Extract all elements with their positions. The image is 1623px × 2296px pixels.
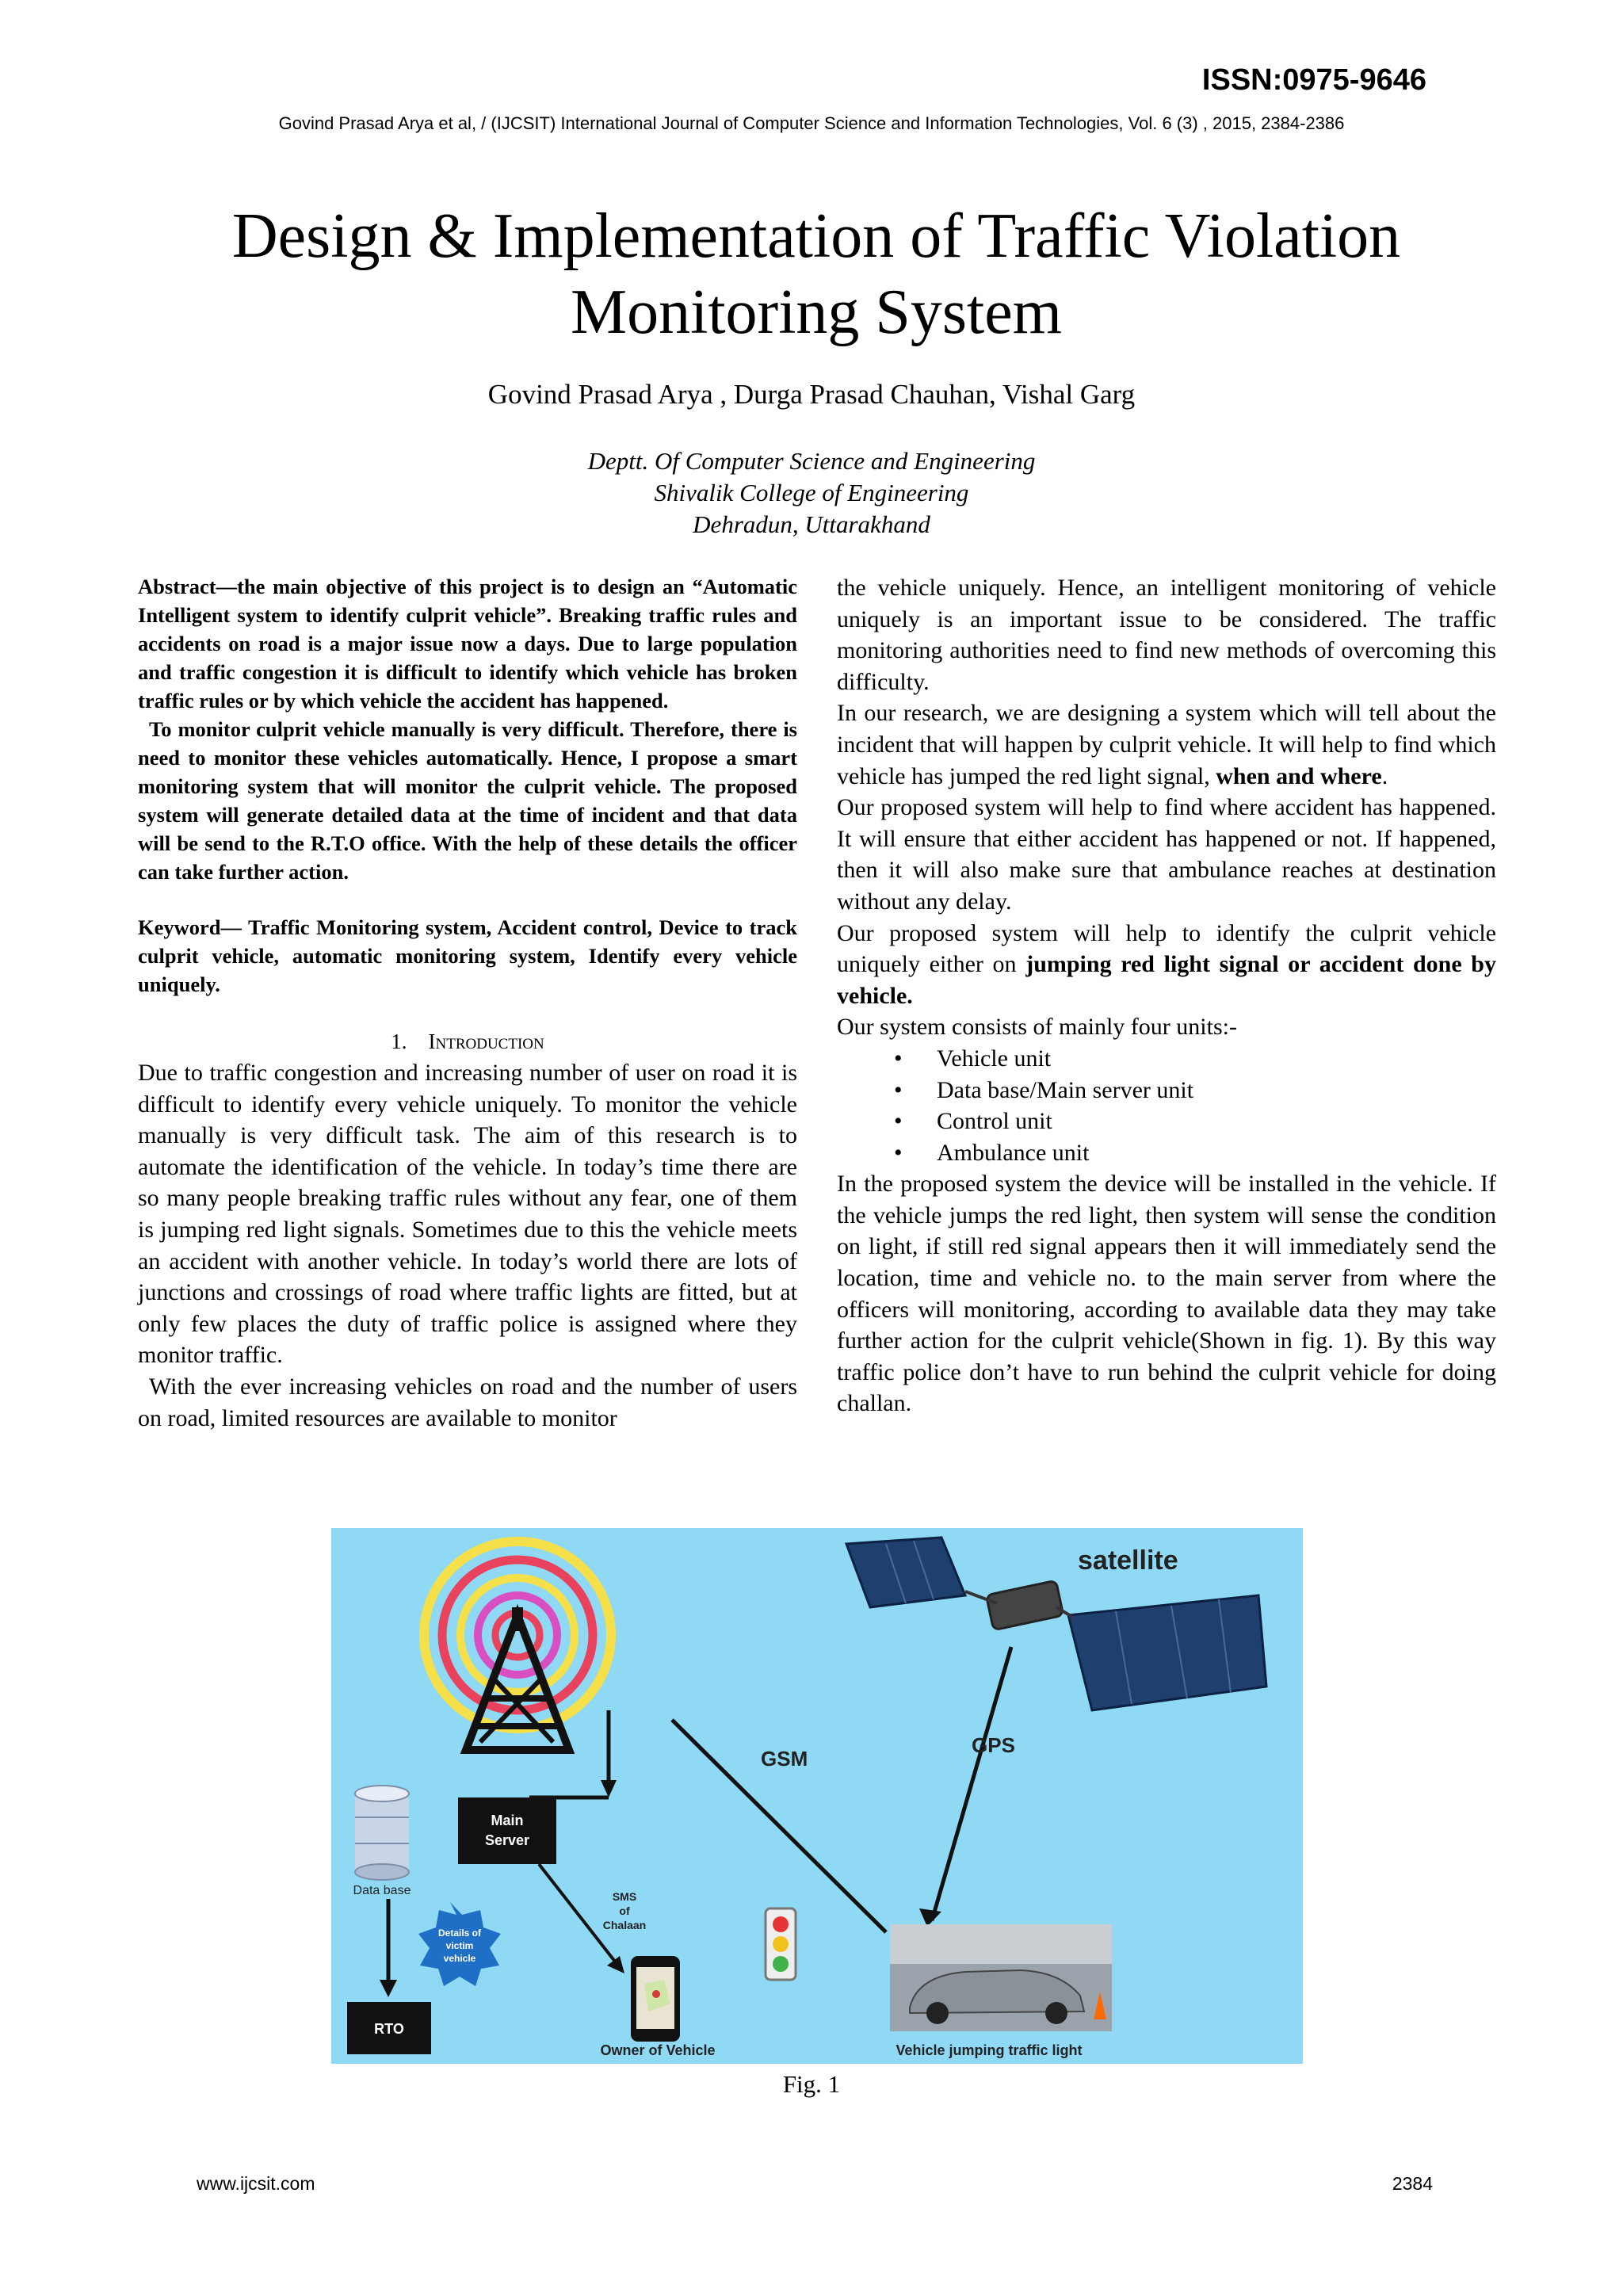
body-paragraph-6: In the proposed system the device will be installed in the vehicle. If the vehicle jumps the red light, then system will sense the condition on light, if still red signal appears then it will immediately send the location, time and vehicle no. to the main server from where the officers will monitoring, according to available data they may take further action for the culprit vehicle(Shown in fig. 1). By this way traffic police don’t have to run behind the culprit vehicle for doing challan. — [837, 1171, 1496, 1417]
affiliation-department: Deptt. Of Computer Science and Engineering — [587, 447, 1036, 475]
footer-website: www.ijcsit.com — [197, 2173, 315, 2194]
body-paragraph-2-bold: when and where — [1216, 762, 1382, 789]
section-number: 1. — [391, 1030, 407, 1053]
keywords: Keyword— Traffic Monitoring system, Accident control, Device to track culprit vehicle, automatic monitoring system, Identify every vehicle uniquely. — [138, 915, 797, 996]
body-paragraph-4-bold: jumping red light signal or accident done by vehicle. — [837, 951, 1496, 1009]
vehicle-photo — [890, 1924, 1112, 2031]
database-icon — [355, 1786, 409, 1880]
abstract — [138, 572, 797, 886]
gsm-label: GSM — [761, 1747, 808, 1771]
gps-label: GPS — [972, 1733, 1015, 1757]
paper-authors: Govind Prasad Arya , Durga Prasad Chauhan, Vishal Garg — [487, 379, 1136, 410]
section-title: Introduction — [428, 1030, 544, 1053]
abstract-paragraph-2: To monitor culprit vehicle manually is very difficult. Therefore, there is need to monitor these vehicles automatically. Hence, I propose a smart monitoring system that will monitor the culprit vehicle. The proposed system will generate detailed data at the time of incident and that data will be send to the R.T.O office. With the help of these details the officer can take further action. — [138, 717, 797, 884]
phone-icon — [631, 1956, 680, 2042]
paper-title: Design & Implementation of Traffic Violation Monitoring System — [231, 201, 1401, 347]
body-paragraph-4-text: Our proposed system will help to identify the culprit vehicle uniquely either on — [837, 919, 1496, 978]
affiliation-college: Shivalik College of Engineering — [654, 479, 969, 506]
right-column — [837, 572, 1496, 1419]
body-paragraph-3: Our proposed system will help to find where accident has happened. It will ensure that either accident has happened or not. If happened, then it will also make sure that ambulance reaches at destination without any delay. — [837, 794, 1496, 915]
database-label: Data base — [353, 1884, 411, 1897]
sms-label-line3: Chalaan — [602, 1919, 647, 1931]
list-item: • Ambulance unit — [837, 1137, 1496, 1169]
units-list — [837, 1043, 1496, 1168]
affiliation — [0, 445, 1623, 541]
abstract-paragraph-1: Abstract—the main objective of this project is to design an “Automatic Intelligent system to identify culprit vehicle”. Breaking traffic rules and accidents on road is a major issue now a days. Due to large population and traffic congestion it is difficult to identify which vehicle has broken traffic rules or by which vehicle the accident has happened. — [138, 575, 797, 712]
list-item: • Vehicle unit — [837, 1043, 1496, 1075]
details-label-line3: vehicle — [443, 1953, 476, 1964]
traffic-light-icon — [766, 1908, 796, 1980]
vehicle-label: Vehicle jumping traffic light — [896, 2042, 1083, 2058]
body-paragraph-2 — [837, 697, 1496, 792]
main-server-label-line2: Server — [484, 1832, 530, 1848]
rto-label: RTO — [374, 2021, 404, 2037]
owner-label: Owner of Vehicle — [600, 2042, 716, 2058]
body-paragraph-4 — [837, 918, 1496, 1012]
running-head: Govind Prasad Arya et al, / (IJCSIT) International Journal of Computer Science and Information Technologies, Vol. 6 (3) , 2015, 2384-2386 — [278, 113, 1345, 133]
main-server-box — [458, 1797, 556, 1864]
left-column — [138, 572, 797, 1434]
footer-page-number: 2384 — [1392, 2173, 1433, 2194]
issn: ISSN:0975-9646 — [1201, 63, 1426, 97]
body-paragraph-2-end: . — [1381, 762, 1388, 789]
details-label-line1: Details of — [437, 1927, 482, 1939]
system-diagram — [331, 1528, 1303, 2064]
main-server-label-line1: Main — [491, 1813, 524, 1828]
affiliation-location: Dehradun, Uttarakhand — [693, 510, 930, 538]
body-paragraph-5: Our system consists of mainly four units:- — [837, 1014, 1237, 1041]
sms-label-line1: SMS — [612, 1890, 637, 1903]
intro-paragraph-1: Due to traffic congestion and increasing number of user on road it is difficult to identify every vehicle uniquely. To monitor the vehicle manually is very difficult task. The aim of this research is to automate the identification of the vehicle. In today’s time there are so many people breaking traffic rules without any fear, one of them is jumping red light signals. Sometimes due to this the vehicle meets an accident with another vehicle. In today’s world there are lots of junctions and crossings of road where traffic lights are fitted, but at only few places the duty of traffic police is assigned where they monitor traffic. — [138, 1060, 797, 1369]
body-paragraph-2-text: In our research, we are designing a system which will tell about the incident that will happen by culprit vehicle. It will help to find which vehicle has jumped the red light signal, — [837, 700, 1496, 789]
details-label-line2: victim — [445, 1940, 474, 1951]
list-item: • Control unit — [837, 1106, 1496, 1137]
sms-label-line2: of — [619, 1904, 630, 1917]
body-paragraph-1: the vehicle uniquely. Hence, an intelligent monitoring of vehicle uniquely is an important issue to be considered. The traffic monitoring authorities need to find new methods of overcoming this difficulty. — [837, 575, 1496, 695]
intro-paragraph-2: With the ever increasing vehicles on road and the number of users on road, limited resources are available to monitor — [138, 1373, 797, 1431]
satellite-label: satellite — [1078, 1545, 1178, 1576]
section-heading-introduction — [138, 1026, 797, 1057]
figure-caption: Fig. 1 — [782, 2070, 841, 2098]
list-item: • Data base/Main server unit — [837, 1075, 1496, 1106]
